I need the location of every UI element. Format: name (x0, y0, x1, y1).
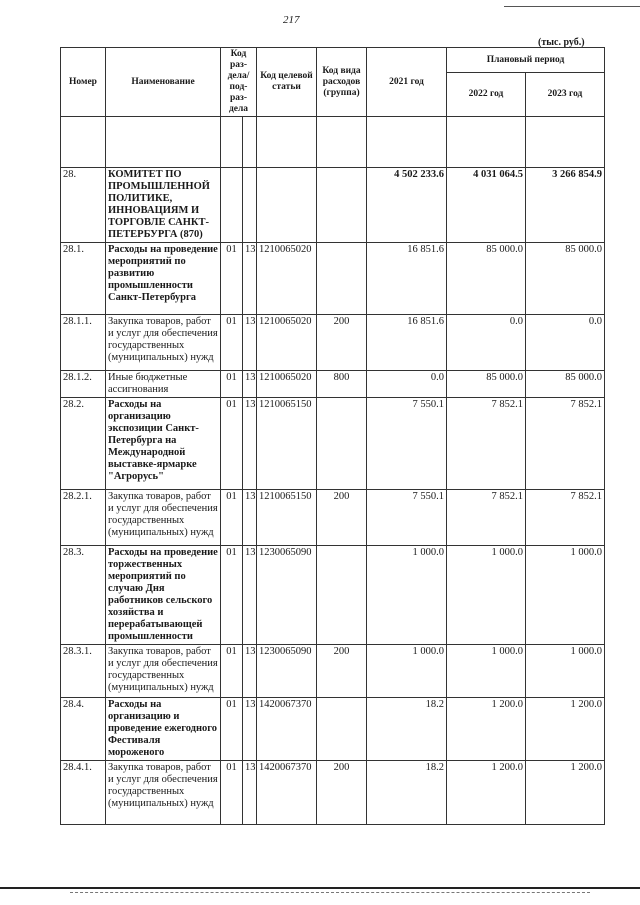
table-row (61, 490, 605, 546)
row-value-2021: 1 000.0 (367, 645, 447, 698)
row-expense-type (317, 398, 367, 490)
table-row (61, 243, 605, 315)
header-planned-period: Плановый период (447, 48, 605, 73)
row-value-2023: 7 852.1 (526, 398, 605, 490)
table-row (61, 398, 605, 490)
bottom-rule (0, 887, 640, 889)
row-target-code: 1210065020 (257, 243, 317, 315)
units-label: (тыс. руб.) (538, 37, 585, 48)
row-number: 28.1.1. (61, 315, 106, 371)
row-subsection: 13 (243, 315, 257, 371)
header-number: Номер (61, 48, 106, 117)
row-number: 28.2.1. (61, 490, 106, 546)
table-row (61, 698, 605, 761)
row-name: Иные бюджетные ассигнования (106, 371, 221, 398)
row-expense-type (317, 546, 367, 645)
row-value-2021: 18.2 (367, 698, 447, 761)
row-expense-type: 200 (317, 490, 367, 546)
row-name: Закупка товаров, работ и услуг для обеспечения государственных (муниципальных) нужд (106, 315, 221, 371)
row-section: 01 (221, 315, 243, 371)
row-value-2023: 0.0 (526, 315, 605, 371)
row-expense-type: 800 (317, 371, 367, 398)
row-number: 28.3. (61, 546, 106, 645)
row-value-2021: 16 851.6 (367, 315, 447, 371)
row-value-2023: 85 000.0 (526, 243, 605, 315)
table-row (61, 168, 605, 243)
row-value-2023: 3 266 854.9 (526, 168, 605, 243)
row-section: 01 (221, 645, 243, 698)
row-value-2021: 7 550.1 (367, 490, 447, 546)
row-subsection: 13 (243, 761, 257, 825)
row-expense-type (317, 168, 367, 243)
row-subsection: 13 (243, 645, 257, 698)
row-value-2021: 16 851.6 (367, 243, 447, 315)
table-body (61, 168, 605, 825)
table-row (61, 371, 605, 398)
row-value-2022: 1 200.0 (447, 761, 526, 825)
top-rule (504, 6, 640, 7)
row-subsection: 13 (243, 371, 257, 398)
row-target-code: 1210065020 (257, 371, 317, 398)
row-number: 28. (61, 168, 106, 243)
row-target-code: 1210065150 (257, 490, 317, 546)
row-expense-type (317, 243, 367, 315)
row-expense-type (317, 698, 367, 761)
row-value-2021: 1 000.0 (367, 546, 447, 645)
row-subsection: 13 (243, 546, 257, 645)
row-value-2022: 0.0 (447, 315, 526, 371)
bottom-rule-dashed (70, 892, 590, 893)
row-expense-type: 200 (317, 315, 367, 371)
row-number: 28.4.1. (61, 761, 106, 825)
row-section: 01 (221, 490, 243, 546)
row-name: Закупка товаров, работ и услуг для обеспечения государственных (муниципальных) нужд (106, 645, 221, 698)
row-value-2022: 1 000.0 (447, 546, 526, 645)
row-name: КОМИТЕТ ПО ПРОМЫШЛЕННОЙ ПОЛИТИКЕ, ИННОВАЦИЯМ И ТОРГОВЛЕ САНКТ-ПЕТЕРБУРГА (870) (106, 168, 221, 243)
row-value-2022: 4 031 064.5 (447, 168, 526, 243)
row-subsection: 13 (243, 243, 257, 315)
row-value-2023: 1 000.0 (526, 546, 605, 645)
row-section: 01 (221, 761, 243, 825)
row-value-2023: 1 200.0 (526, 698, 605, 761)
header-name: Наименование (106, 48, 221, 117)
row-section (221, 168, 243, 243)
header-2022: 2022 год (447, 73, 526, 117)
row-subsection: 13 (243, 698, 257, 761)
row-expense-type: 200 (317, 761, 367, 825)
header-target-code: Код целевой статьи (257, 48, 317, 117)
row-name: Расходы на организацию экспозиции Санкт-Петербурга на Международной выставке-ярмарке "Агрорусь" (106, 398, 221, 490)
row-value-2022: 7 852.1 (447, 398, 526, 490)
row-value-2022: 1 200.0 (447, 698, 526, 761)
row-target-code: 1210065020 (257, 315, 317, 371)
row-number: 28.3.1. (61, 645, 106, 698)
row-subsection: 13 (243, 490, 257, 546)
row-value-2023: 1 200.0 (526, 761, 605, 825)
header-section-code: Код раз-дела/под-раз-дела (221, 48, 257, 117)
row-value-2022: 85 000.0 (447, 243, 526, 315)
row-number: 28.1.2. (61, 371, 106, 398)
row-number: 28.1. (61, 243, 106, 315)
header-2023: 2023 год (526, 73, 605, 117)
budget-table (60, 47, 605, 825)
row-value-2021: 18.2 (367, 761, 447, 825)
row-target-code: 1420067370 (257, 761, 317, 825)
row-value-2023: 85 000.0 (526, 371, 605, 398)
page-number: 217 (283, 14, 300, 26)
row-target-code (257, 168, 317, 243)
row-number: 28.4. (61, 698, 106, 761)
row-target-code: 1230065090 (257, 645, 317, 698)
row-target-code: 1210065150 (257, 398, 317, 490)
table-row (61, 315, 605, 371)
row-section: 01 (221, 371, 243, 398)
row-name: Закупка товаров, работ и услуг для обеспечения государственных (муниципальных) нужд (106, 490, 221, 546)
row-expense-type: 200 (317, 645, 367, 698)
header-2021: 2021 год (367, 48, 447, 117)
row-name: Закупка товаров, работ и услуг для обеспечения государственных (муниципальных) нужд (106, 761, 221, 825)
row-subsection: 13 (243, 398, 257, 490)
row-target-code: 1420067370 (257, 698, 317, 761)
row-subsection (243, 168, 257, 243)
table-row (61, 546, 605, 645)
row-number: 28.2. (61, 398, 106, 490)
row-value-2022: 85 000.0 (447, 371, 526, 398)
row-name: Расходы на организацию и проведение ежегодного Фестиваля мороженого (106, 698, 221, 761)
row-value-2021: 4 502 233.6 (367, 168, 447, 243)
row-section: 01 (221, 546, 243, 645)
row-target-code: 1230065090 (257, 546, 317, 645)
row-section: 01 (221, 398, 243, 490)
row-value-2022: 1 000.0 (447, 645, 526, 698)
table-row (61, 761, 605, 825)
row-name: Расходы на проведение торжественных мероприятий по случаю Дня работников сельского хозяйства и перерабатывающей промышленности (106, 546, 221, 645)
row-value-2021: 7 550.1 (367, 398, 447, 490)
row-value-2021: 0.0 (367, 371, 447, 398)
row-section: 01 (221, 698, 243, 761)
header-expense-type: Код вида расходов (группа) (317, 48, 367, 117)
row-value-2022: 7 852.1 (447, 490, 526, 546)
table-row (61, 645, 605, 698)
row-section: 01 (221, 243, 243, 315)
row-value-2023: 1 000.0 (526, 645, 605, 698)
row-name: Расходы на проведение мероприятий по развитию промышленности Санкт-Петербурга (106, 243, 221, 315)
row-value-2023: 7 852.1 (526, 490, 605, 546)
